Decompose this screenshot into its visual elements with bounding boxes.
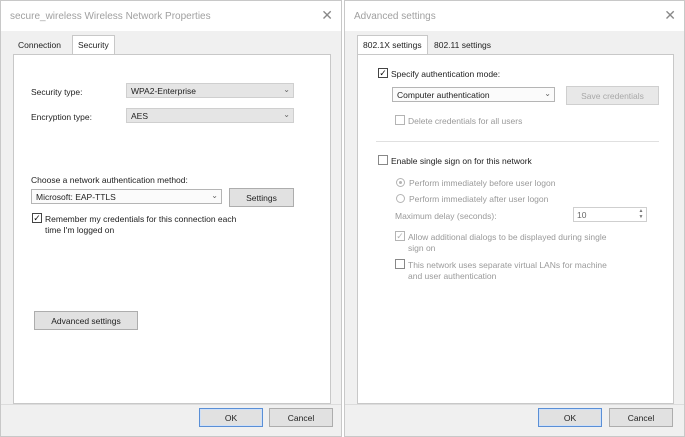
perform-before-label: Perform immediately before user logon (409, 178, 556, 188)
remember-credentials-label-line2: time I'm logged on (45, 225, 115, 235)
perform-after-label: Perform immediately after user logon (409, 194, 549, 204)
encryption-type-select[interactable] (126, 108, 294, 123)
chevron-down-icon: ⌄ (283, 85, 290, 94)
tab-80211-settings[interactable]: 802.11 settings (434, 40, 492, 50)
perform-before-radio[interactable] (396, 178, 405, 187)
settings-button[interactable]: Settings (229, 188, 294, 207)
separate-vlans-label-line1: This network uses separate virtual LANs for machine (408, 260, 607, 270)
remember-credentials-label-line1: Remember my credentials for this connection each (45, 214, 237, 224)
encryption-type-value: AES (131, 111, 149, 121)
chevron-down-icon: ⌄ (283, 110, 290, 119)
auth-method-select[interactable] (31, 189, 222, 204)
footer-divider (345, 404, 684, 405)
auth-mode-value: Computer authentication (397, 90, 490, 100)
auth-mode-select[interactable] (392, 87, 555, 102)
advanced-settings-dialog (344, 0, 685, 437)
tab-security[interactable]: Security (72, 35, 115, 55)
security-type-value: WPA2-Enterprise (131, 86, 197, 96)
security-type-label: Security type: (31, 87, 83, 97)
remember-credentials-checkbox[interactable]: ✓ (33, 213, 41, 223)
ok-button[interactable]: OK (199, 408, 263, 427)
tab-connection[interactable]: Connection (18, 40, 62, 50)
chevron-down-icon: ⌄ (211, 191, 218, 200)
max-delay-spinner[interactable] (573, 207, 647, 222)
delete-credentials-checkbox[interactable] (395, 115, 405, 125)
separate-vlans-checkbox[interactable] (395, 259, 405, 269)
security-type-select[interactable] (126, 83, 294, 98)
chevron-down-icon[interactable]: ▼ (638, 214, 644, 220)
title-bar (1, 1, 341, 31)
separate-vlans-label-line2: and user authentication (408, 271, 497, 281)
single-sign-on-label: Enable single sign on for this network (391, 156, 532, 166)
cancel-button[interactable]: Cancel (609, 408, 673, 427)
cancel-button[interactable]: Cancel (269, 408, 333, 427)
chevron-down-icon: ⌄ (544, 89, 551, 98)
section-divider (376, 141, 659, 142)
wireless-properties-dialog (0, 0, 342, 437)
encryption-type-label: Encryption type: (31, 112, 92, 122)
allow-dialogs-label-line1: Allow additional dialogs to be displayed during single (408, 232, 607, 242)
dialog-title: secure_wireless Wireless Network Properties (10, 11, 211, 22)
perform-after-radio[interactable] (396, 194, 405, 203)
single-sign-on-checkbox[interactable] (378, 155, 388, 165)
allow-dialogs-label-line2: sign on (408, 243, 436, 253)
footer-divider (1, 404, 341, 405)
chevron-up-icon[interactable]: ▲ (638, 208, 644, 214)
auth-method-label: Choose a network authentication method: (31, 175, 188, 185)
max-delay-value: 10 (577, 210, 587, 220)
save-credentials-button[interactable]: Save credentials (566, 86, 659, 105)
advanced-settings-button[interactable]: Advanced settings (34, 311, 138, 330)
close-icon[interactable]: ✕ (321, 7, 333, 23)
8021x-panel (357, 54, 674, 404)
specify-auth-mode-label: Specify authentication mode: (391, 69, 501, 79)
close-icon[interactable]: ✕ (664, 7, 676, 23)
specify-auth-mode-checkbox[interactable]: ✓ (379, 68, 387, 78)
ok-button[interactable]: OK (538, 408, 602, 427)
tab-8021x-settings[interactable]: 802.1X settings (357, 35, 428, 55)
security-panel (13, 54, 331, 404)
auth-method-value: Microsoft: EAP-TTLS (36, 192, 116, 202)
delete-credentials-label: Delete credentials for all users (408, 116, 523, 126)
max-delay-label: Maximum delay (seconds): (395, 211, 497, 221)
allow-dialogs-checkbox[interactable]: ✓ (396, 231, 404, 241)
title-bar (345, 1, 684, 31)
dialog-title: Advanced settings (354, 11, 436, 22)
